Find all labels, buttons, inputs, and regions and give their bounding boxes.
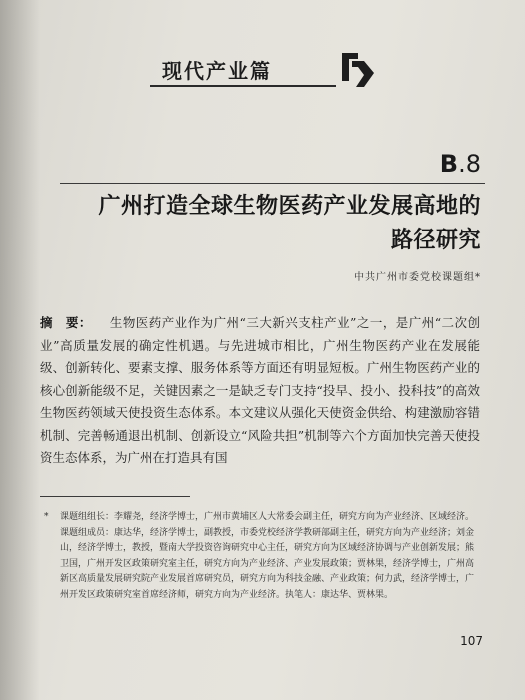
article-title [61, 190, 481, 258]
section-header [150, 45, 380, 93]
abstract [40, 312, 480, 470]
article-title-line-2: 路径研究 [390, 228, 481, 253]
section-mark-icon [338, 47, 378, 95]
footnote [44, 510, 480, 603]
footnote-divider [40, 496, 190, 497]
section-underline [150, 85, 336, 87]
chapter-number [440, 150, 481, 178]
abstract-text: 生物医药产业作为广州“三大新兴支柱产业”之一，是广州“二次创业”高质量发展的确定性机遇。与先进城市相比，广州生物医药产业在发展能级、创新转化、要素支撑、服务体系等方面还有明显短板。广州生物医药产业的核心创新能级不足，关键因素之一是缺乏专门支持“投早、投小、投科技”的高效生物医药领域天使投资生态体系。本文建议从强化天使资金供给、构建激励容错机制、完善畅通退出机制、创新设立“风险共担”机制等六个方面加快完善天使投资生态体系，为广州在打造具有国 [40, 315, 480, 465]
article-title-line-1: 广州打造全球生物医药产业发展高地的 [98, 194, 481, 219]
title-divider [60, 183, 485, 184]
chapter-letter: B [439, 150, 459, 178]
footnote-text: 课题组组长：李耀尧，经济学博士，广州市黄埔区人大常委会副主任，研究方向为产业经济、区域经济。课题组成员：康达华，经济学博士，副教授，市委党校经济学教研部副主任，研究方向为产业经济；刘金山，经济学博士，教授，暨南大学投资咨询研究中心主任，研究方向为区域经济协调与产业创新发展；熊卫国，广州开发区政策研究室主任，研究方向为产业经济、产业发展政策；贾林果，经济学博士，广州高新区高质量发展研究院产业发展首席研究员，研究方向为科技金融、产业政策；何力武，经济学博士，广州开发区政策研究室首席经济师，研究方向为产业经济。执笔人：康达华、贾林果。 [60, 512, 475, 600]
section-title: 现代产业篇 [162, 59, 272, 83]
abstract-label: 摘 要： [40, 315, 92, 330]
author-line: 中共广州市委党校课题组* [354, 272, 481, 283]
footnote-marker: * [44, 512, 49, 522]
page-number: 107 [460, 634, 483, 648]
chapter-digit: .8 [458, 150, 481, 178]
